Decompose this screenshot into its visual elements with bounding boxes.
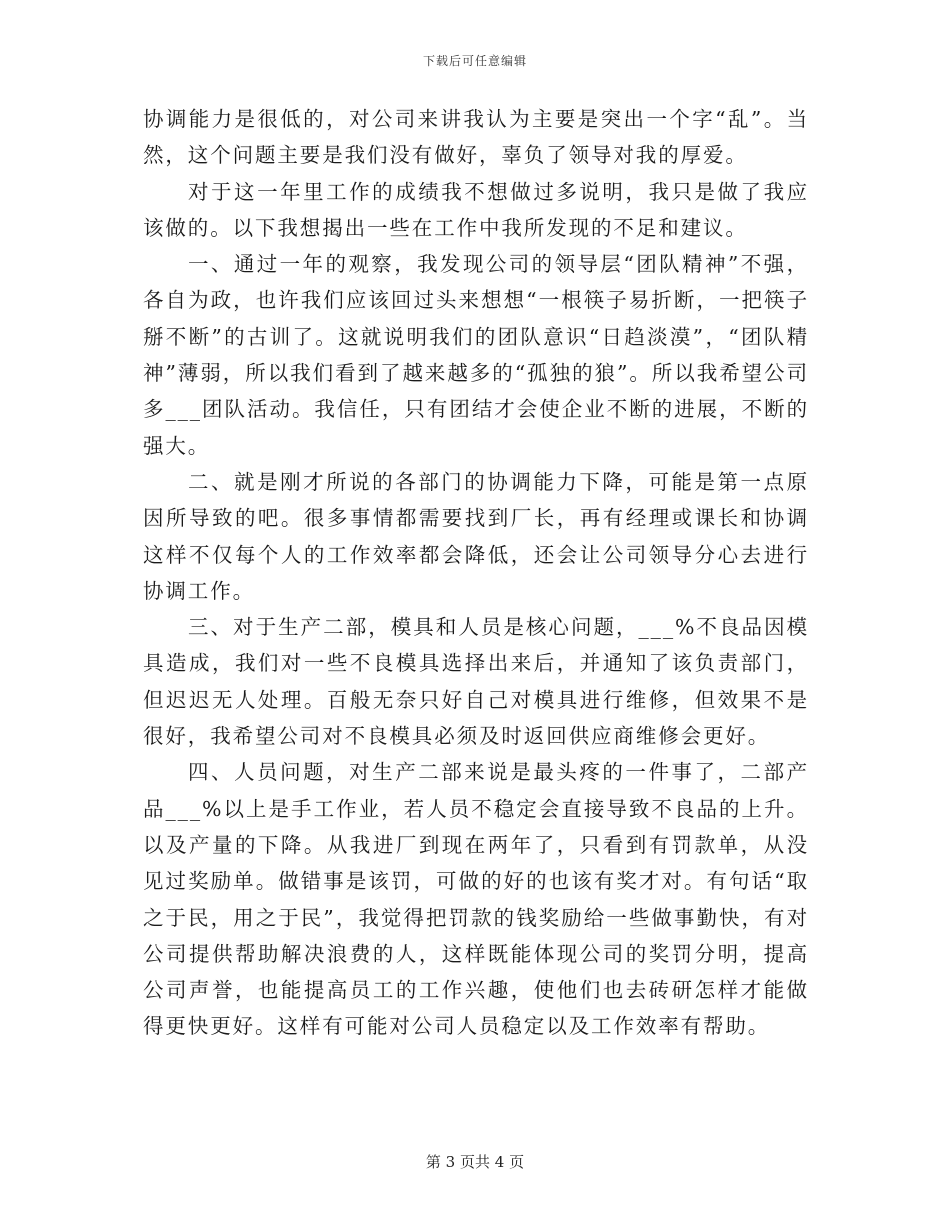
page-header: 下载后可任意编辑 [422, 54, 527, 68]
paragraph-point-4: 四、人员问题，对生产二部来说是最头疼的一件事了，二部产品___%以上是手工作业，若人员不稳定会直接导致不良品的上升。以及产量的下降。从我进厂到现在两年了，只看到有罚款单，从没见过奖励单。做错事是该罚，可做的好的也该有奖才对。有句话“取之于民，用之于民”，我觉得把罚款的钱奖励给一些做事勤快，有对公司提供帮助解决浪费的人，这样既能体现公司的奖罚分明，提高公司声誉，也能提高员工的工作兴趣，使他们也去砖研怎样才能做得更快更好。这样有可能对公司人员稳定以及工作效率有帮助。 [143, 760, 809, 1039]
document-body [143, 101, 809, 1045]
paragraph-point-3: 三、对于生产二部，模具和人员是核心问题，___%不良品因模具造成，我们对一些不良模具选择出来后，并通知了该负责部门，但迟迟无人处理。百般无奈只好自己对模具进行维修，但效果不是很好，我希望公司对不良模具必须及时返回供应商维修会更好。 [143, 615, 809, 749]
paragraph-intro: 对于这一年里工作的成绩我不想做过多说明，我只是做了我应该做的。以下我想揭出一些在工作中我所发现的不足和建议。 [143, 179, 809, 240]
page-number-footer: 第 3 页共 4 页 [425, 1153, 525, 1171]
paragraph-point-1: 一、通过一年的观察，我发现公司的领导层“团队精神”不强，各自为政，也许我们应该回过头来想想“一根筷子易折断，一把筷子掰不断”的古训了。这就说明我们的团队意识“日趋淡漠”，“团队精神”薄弱，所以我们看到了越来越多的“孤独的狼”。所以我希望公司多___团队活动。我信任，只有团结才会使企业不断的进展，不断的强大。 [143, 252, 809, 458]
paragraph-continuation: 协调能力是很低的，对公司来讲我认为主要是突出一个字“乱”。当然，这个问题主要是我们没有做好，辜负了领导对我的厚爱。 [143, 107, 809, 168]
paragraph-point-2: 二、就是刚才所说的各部门的协调能力下降，可能是第一点原因所导致的吧。很多事情都需要找到厂长，再有经理或课长和协调这样不仅每个人的工作效率都会降低，还会让公司领导分心去进行协调工作。 [143, 469, 809, 603]
